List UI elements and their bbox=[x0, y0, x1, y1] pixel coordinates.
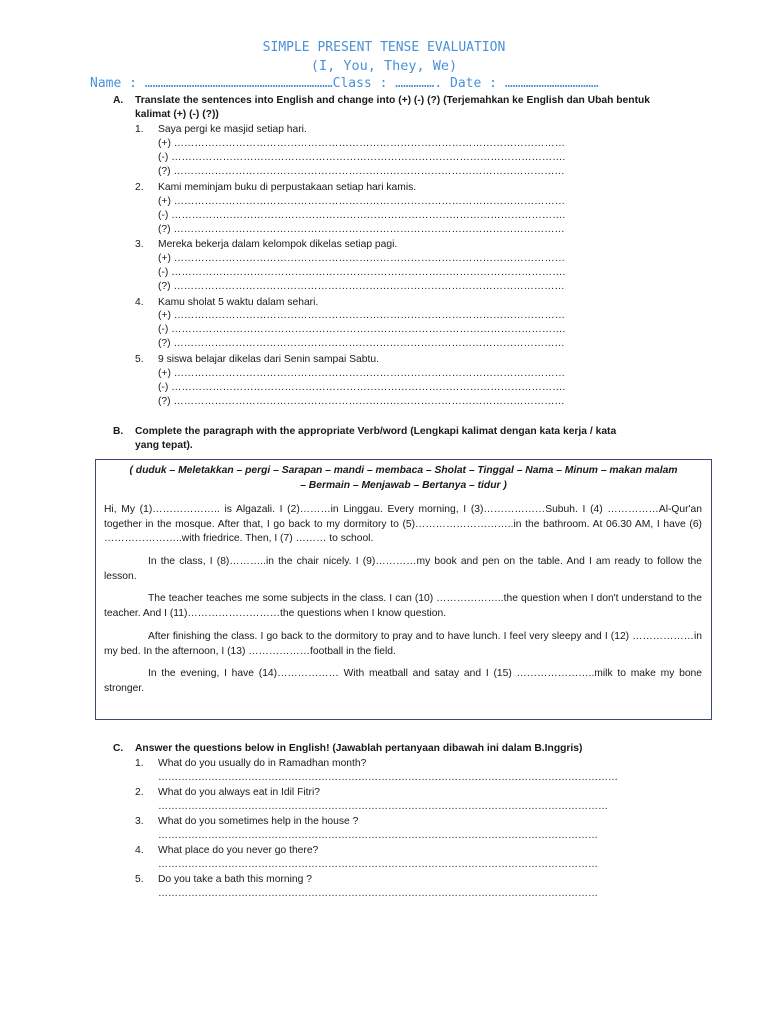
section-a-instruction-cont: kalimat (+) (-) (?)) bbox=[135, 109, 219, 120]
answer-line-minus[interactable]: (-) ……………………………………………………………………………………………………. bbox=[158, 210, 566, 221]
item-number: 5. bbox=[135, 874, 144, 885]
word-list bbox=[100, 464, 707, 493]
answer-line[interactable]: …………………………………………………………………………………………………………………… bbox=[158, 830, 598, 841]
word-list-line-2: – Bermain – Menjawab – Bertanya – tidur ) bbox=[300, 479, 507, 491]
item-text: Kami meminjam buku di perpustakaan setiap hari kamis. bbox=[158, 182, 417, 193]
question-text: Do you take a bath this morning ? bbox=[158, 874, 312, 885]
item-number: 4. bbox=[135, 297, 144, 308]
section-a-letter: A. bbox=[113, 95, 124, 106]
answer-line-minus[interactable]: (-) ……………………………………………………………………………………………………. bbox=[158, 152, 566, 163]
answer-line-question[interactable]: (?) …………………………………………………………………………………………………… bbox=[158, 281, 565, 292]
item-text: Kamu sholat 5 waktu dalam sehari. bbox=[158, 297, 319, 308]
question-text: What do you always eat in Idil Fitri? bbox=[158, 787, 320, 798]
section-a-item-3 bbox=[135, 238, 397, 252]
section-a-item-2 bbox=[135, 181, 416, 195]
item-number: 5. bbox=[135, 354, 144, 365]
item-text: 9 siswa belajar dikelas dari Senin sampai Sabtu. bbox=[158, 354, 379, 365]
section-c-heading bbox=[113, 742, 582, 756]
answer-line-question[interactable]: (?) …………………………………………………………………………………………………… bbox=[158, 224, 565, 235]
section-a-heading bbox=[113, 94, 650, 122]
word-list-line-1: ( duduk – Meletakkan – pergi – Sarapan – mandi – membaca – Sholat – Tinggal – Nama – Minum – makan malam bbox=[129, 465, 678, 476]
section-b-heading bbox=[113, 425, 616, 453]
answer-line-question[interactable]: (?) …………………………………………………………………………………………………… bbox=[158, 166, 565, 177]
section-c-question-5 bbox=[135, 873, 312, 887]
section-c-question-3 bbox=[135, 815, 358, 829]
section-b-letter: B. bbox=[113, 426, 124, 437]
page-subtitle: (I, You, They, We) bbox=[310, 58, 458, 74]
section-a-item-5 bbox=[135, 353, 379, 367]
answer-line-plus[interactable]: (+) …………………………………………………………………………………………………… bbox=[158, 368, 566, 379]
section-a-item-4 bbox=[135, 296, 318, 310]
paragraph-3: The teacher teaches me some subjects in the class. I can (10) ………………..the question when I don't understand to the teacher. And I (11)………………………the questions when I know question. bbox=[104, 593, 702, 619]
item-number: 2. bbox=[135, 182, 144, 193]
section-c-instruction: Answer the questions below in English! (Jawablah pertanyaan dibawah ini dalam B.Inggris) bbox=[135, 743, 583, 754]
paragraph-4: After finishing the class. I go back to the dormitory to pray and to have lunch. I feel very sleepy and I (12) ………………in my bed. In the afternoon, I (13) ………………football in the field. bbox=[104, 631, 702, 657]
item-number: 4. bbox=[135, 845, 144, 856]
paragraph-5: In the evening, I have (14)……………… With meatball and satay and I (15) …………………..milk to make my bone stronger. bbox=[104, 668, 702, 694]
item-text: Mereka bekerja dalam kelompok dikelas setiap pagi. bbox=[158, 239, 398, 250]
section-b-instruction-cont: yang tepat). bbox=[135, 440, 193, 451]
item-number: 3. bbox=[135, 816, 144, 827]
item-number: 3. bbox=[135, 239, 144, 250]
answer-line[interactable]: ……………………………………………………………………………………………………………………… bbox=[158, 801, 608, 812]
item-number: 1. bbox=[135, 124, 144, 135]
question-text: What do you usually do in Ramadhan month? bbox=[158, 758, 367, 769]
item-number: 1. bbox=[135, 758, 144, 769]
answer-line-minus[interactable]: (-) ……………………………………………………………………………………………………. bbox=[158, 267, 566, 278]
answer-line-plus[interactable]: (+) …………………………………………………………………………………………………… bbox=[158, 310, 566, 321]
answer-line[interactable]: …………………………………………………………………………………………………………………… bbox=[158, 859, 598, 870]
section-c-question-1 bbox=[135, 757, 366, 771]
answer-line-plus[interactable]: (+) …………………………………………………………………………………………………… bbox=[158, 138, 566, 149]
answer-line-question[interactable]: (?) …………………………………………………………………………………………………… bbox=[158, 396, 565, 407]
paragraph-2: In the class, I (8)………..in the chair nicely. I (9)…………my book and pen on the table. And I am ready to follow the lesson. bbox=[104, 556, 702, 582]
paragraph-1: Hi, My (1)……………….. is Algazali. I (2)………in Linggau. Every morning, I (3)………………Subuh. I (4) ……………Al-Qur'an together in the mosque. After that, I go back to my dormitory to (5)………………………..in the bathroom. At 06.30 AM, I have (6) …………………..with friedrice. Then, I (7) ……… to school. bbox=[104, 504, 702, 545]
answer-line-plus[interactable]: (+) …………………………………………………………………………………………………… bbox=[158, 253, 566, 264]
answer-line[interactable]: …………………………………………………………………………………………………………………… bbox=[158, 888, 598, 899]
question-text: What place do you never go there? bbox=[158, 845, 319, 856]
section-c-question-4 bbox=[135, 844, 318, 858]
question-text: What do you sometimes help in the house ? bbox=[158, 816, 359, 827]
item-number: 2. bbox=[135, 787, 144, 798]
answer-line-plus[interactable]: (+) …………………………………………………………………………………………………… bbox=[158, 196, 566, 207]
answer-line-minus[interactable]: (-) ……………………………………………………………………………………………………. bbox=[158, 382, 566, 393]
item-text: Saya pergi ke masjid setiap hari. bbox=[158, 124, 307, 135]
answer-line-minus[interactable]: (-) ……………………………………………………………………………………………………. bbox=[158, 324, 566, 335]
section-b-instruction: Complete the paragraph with the appropriate Verb/word (Lengkapi kalimat dengan kata kerja / kata bbox=[135, 426, 617, 437]
section-a-item-1 bbox=[135, 123, 307, 137]
page-title: SIMPLE PRESENT TENSE EVALUATION bbox=[262, 40, 506, 55]
name-class-date-line: Name : ………………………………………………………………Class : ……………. Date : ……………………………… bbox=[90, 76, 599, 91]
section-c-letter: C. bbox=[113, 743, 124, 754]
section-c-question-2 bbox=[135, 786, 320, 800]
answer-line-question[interactable]: (?) …………………………………………………………………………………………………… bbox=[158, 338, 565, 349]
answer-line[interactable]: ………………………………………………………………………………………………………………………… bbox=[158, 772, 618, 783]
section-a-instruction: Translate the sentences into English and change into (+) (-) (?) (Terjemahkan ke English dan Ubah bentuk bbox=[135, 95, 651, 106]
